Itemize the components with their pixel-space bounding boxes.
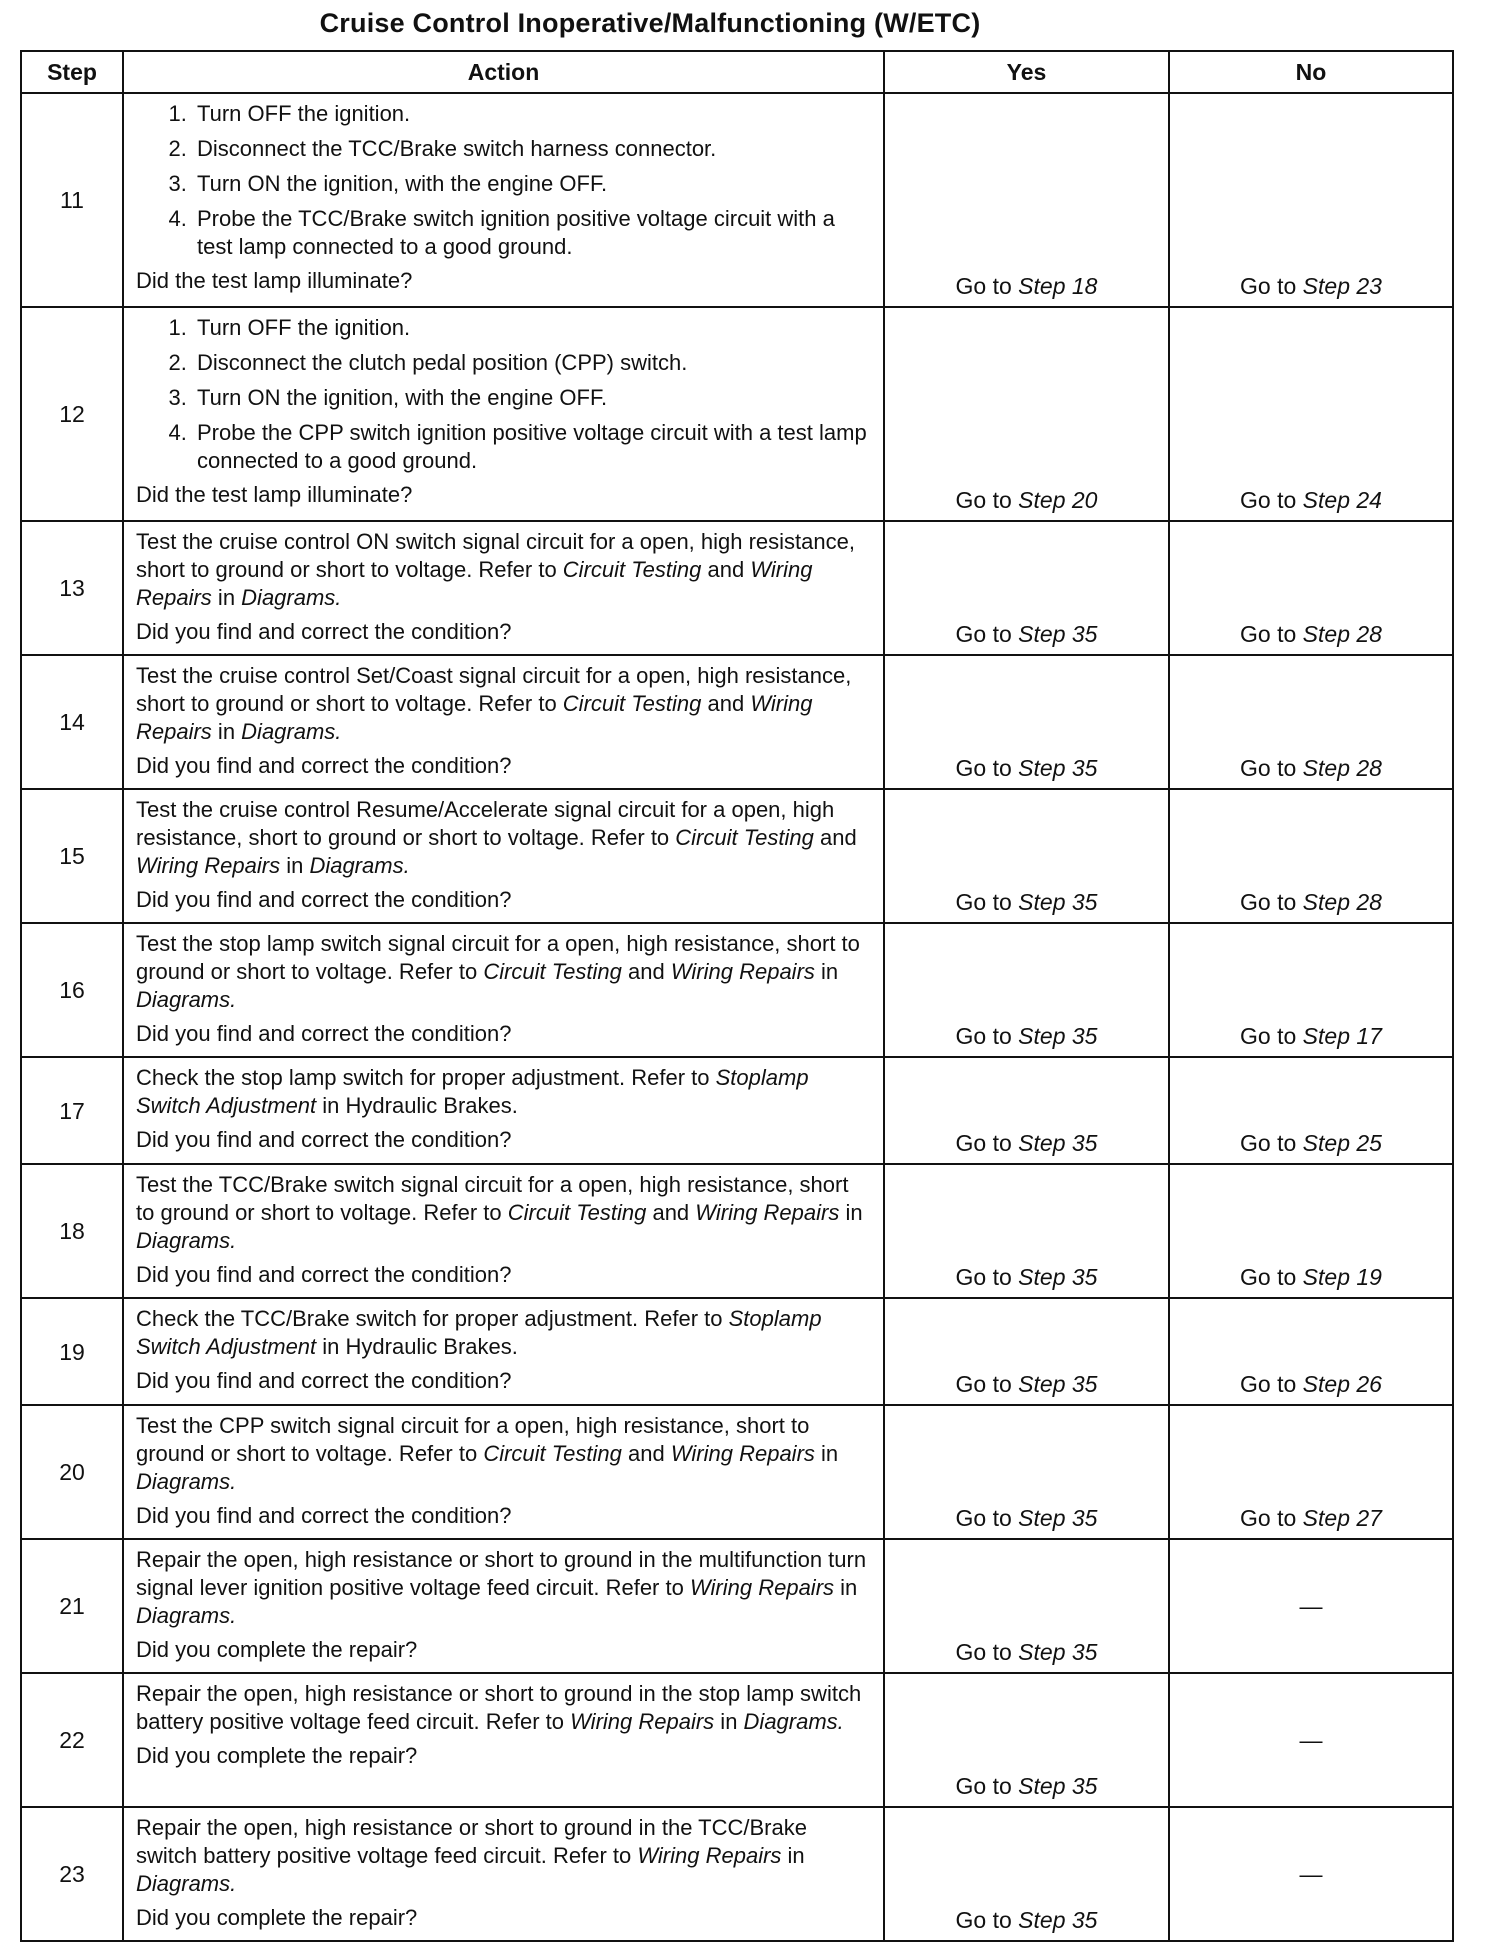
action-question: Did you find and correct the condition?: [136, 1368, 512, 1393]
yes-cell: [884, 1539, 1169, 1673]
reference-link-text: Circuit Testing: [507, 1200, 647, 1225]
no-cell: [1169, 307, 1453, 521]
yes-goto-prefix: Go to: [955, 755, 1019, 781]
yes-goto-step: Step 35: [1018, 755, 1098, 781]
reference-link-text: Wiring Repairs: [637, 1843, 782, 1868]
action-text: Test the stop lamp switch signal circuit for a open, high resistance, short to ground or short to voltage. Refer to: [136, 931, 860, 984]
yes-goto-prefix: Go to: [955, 621, 1019, 647]
table-row: [21, 1539, 1453, 1673]
action-cell: [123, 923, 884, 1057]
table-row: [21, 655, 1453, 789]
action-text: and: [646, 1200, 696, 1225]
no-cell: [1169, 1298, 1453, 1405]
no-goto-step: Step 24: [1302, 487, 1382, 513]
reference-link-text: Diagrams.: [136, 1871, 237, 1896]
reference-link-text: Diagrams.: [241, 719, 342, 744]
yes-goto-step: Step 35: [1018, 621, 1098, 647]
yes-goto-prefix: Go to: [955, 1264, 1019, 1290]
yes-goto-step: Step 35: [1018, 889, 1098, 915]
table-row: [21, 1673, 1453, 1807]
action-question: Did you find and correct the condition?: [136, 887, 512, 912]
no-goto-step: Step 25: [1302, 1130, 1382, 1156]
yes-cell: [884, 93, 1169, 307]
diagnostic-table: [20, 50, 1454, 1942]
yes-goto-prefix: Go to: [955, 1371, 1019, 1397]
action-cell: [123, 1405, 884, 1539]
reference-link-text: Diagrams.: [136, 1603, 237, 1628]
no-cell: [1169, 1405, 1453, 1539]
yes-cell: [884, 1164, 1169, 1298]
action-description: [136, 662, 869, 746]
action-text: Repair the open, high resistance or short to ground in the stop lamp switch battery positive voltage feed circuit. Refer to: [136, 1681, 862, 1734]
yes-goto-prefix: Go to: [955, 1023, 1019, 1049]
step-number: 17: [21, 1057, 123, 1164]
no-cell: —: [1169, 1539, 1453, 1673]
action-step-item: 4. Probe the TCC/Brake switch ignition positive voltage circuit with a test lamp connected to a good ground.: [193, 205, 869, 261]
header-row: [21, 51, 1453, 93]
header-yes: Yes: [884, 51, 1169, 93]
no-goto-step: Step 19: [1302, 1264, 1382, 1290]
action-text: in: [781, 1843, 805, 1868]
no-goto-prefix: Go to: [1240, 1371, 1303, 1397]
yes-cell: [884, 1673, 1169, 1807]
no-goto-step: Step 17: [1302, 1023, 1382, 1049]
reference-link-text: Circuit Testing: [675, 825, 814, 850]
action-text: in: [814, 1441, 839, 1466]
action-text: in: [211, 719, 242, 744]
step-number: 23: [21, 1807, 123, 1941]
yes-goto-step: Step 35: [1018, 1371, 1098, 1397]
yes-goto-prefix: Go to: [955, 889, 1019, 915]
action-cell: [123, 1807, 884, 1941]
action-text: Test the CPP switch signal circuit for a open, high resistance, short to ground or short to voltage. Refer to: [136, 1413, 810, 1466]
action-cell: [123, 1673, 884, 1807]
yes-goto-prefix: Go to: [955, 1773, 1019, 1799]
action-cell: [123, 1057, 884, 1164]
table-row: [21, 1405, 1453, 1539]
action-step-item: 3. Turn ON the ignition, with the engine OFF.: [193, 384, 869, 412]
no-goto-prefix: Go to: [1240, 755, 1303, 781]
table-row: [21, 1298, 1453, 1405]
no-goto-step: Step 28: [1302, 755, 1382, 781]
reference-link-text: Wiring Repairs: [670, 1441, 815, 1466]
no-cell: [1169, 789, 1453, 923]
header-no: No: [1169, 51, 1453, 93]
yes-cell: [884, 1298, 1169, 1405]
table-row: [21, 1057, 1453, 1164]
action-description: [136, 1305, 869, 1361]
yes-goto-step: Step 20: [1018, 487, 1098, 513]
yes-cell: [884, 521, 1169, 655]
step-number: 20: [21, 1405, 123, 1539]
step-number: 18: [21, 1164, 123, 1298]
action-steps-list: [136, 100, 869, 261]
yes-goto-prefix: Go to: [955, 1505, 1019, 1531]
action-question: Did you find and correct the condition?: [136, 753, 512, 778]
action-question: Did the test lamp illuminate?: [136, 482, 413, 507]
action-cell: [123, 1164, 884, 1298]
action-question: Did you find and correct the condition?: [136, 1021, 512, 1046]
yes-goto-step: Step 18: [1018, 273, 1098, 299]
action-description: [136, 1412, 869, 1496]
action-cell: [123, 789, 884, 923]
action-text: and: [701, 557, 751, 582]
yes-cell: [884, 307, 1169, 521]
no-cell: [1169, 655, 1453, 789]
table-row: [21, 1164, 1453, 1298]
reference-link-text: Wiring Repairs: [695, 1200, 840, 1225]
table-row: [21, 789, 1453, 923]
no-cell: [1169, 521, 1453, 655]
no-goto-prefix: Go to: [1240, 273, 1303, 299]
reference-link-text: Wiring Repairs: [136, 557, 813, 610]
action-text: Repair the open, high resistance or short to ground in the multifunction turn signal lever ignition positive voltage feed circuit. Refer to: [136, 1547, 867, 1600]
no-goto-prefix: Go to: [1240, 1023, 1303, 1049]
action-description: [136, 1546, 869, 1630]
no-goto-prefix: Go to: [1240, 1130, 1303, 1156]
action-text: and: [813, 825, 857, 850]
step-number: 16: [21, 923, 123, 1057]
yes-cell: [884, 923, 1169, 1057]
action-description: [136, 1064, 869, 1120]
no-cell: [1169, 923, 1453, 1057]
yes-goto-step: Step 35: [1018, 1130, 1098, 1156]
action-description: [136, 930, 869, 1014]
action-question: Did you complete the repair?: [136, 1905, 418, 1930]
action-text: and: [621, 1441, 671, 1466]
action-text: in: [714, 1709, 744, 1734]
yes-cell: [884, 655, 1169, 789]
yes-cell: [884, 1807, 1169, 1941]
action-text: Test the cruise control Set/Coast signal circuit for a open, high resistance, short to ground or short to voltage. Refer to: [136, 663, 852, 716]
action-question: Did you complete the repair?: [136, 1637, 418, 1662]
action-cell: [123, 1298, 884, 1405]
action-step-item: 1. Turn OFF the ignition.: [193, 314, 869, 342]
reference-link-text: Diagrams.: [136, 1228, 237, 1253]
action-text: in: [211, 585, 242, 610]
no-cell: [1169, 1057, 1453, 1164]
action-cell: [123, 1539, 884, 1673]
action-text: Test the cruise control ON switch signal circuit for a open, high resistance, short to ground or short to voltage. Refer to: [136, 529, 855, 582]
reference-link-text: Diagrams.: [309, 853, 410, 878]
action-question: Did you complete the repair?: [136, 1743, 418, 1768]
table-row: [21, 923, 1453, 1057]
reference-link-text: Diagrams.: [743, 1709, 844, 1734]
action-description: [136, 796, 869, 880]
table-row: [21, 93, 1453, 307]
yes-goto-step: Step 35: [1018, 1023, 1098, 1049]
action-text: and: [701, 691, 751, 716]
action-text: in Hydraulic Brakes.: [316, 1093, 518, 1118]
action-question: Did the test lamp illuminate?: [136, 268, 413, 293]
action-step-item: 2. Disconnect the TCC/Brake switch harness connector.: [193, 135, 869, 163]
action-step-item: 4. Probe the CPP switch ignition positive voltage circuit with a test lamp connected to a good ground.: [193, 419, 869, 475]
action-text: Check the TCC/Brake switch for proper adjustment. Refer to: [136, 1306, 729, 1331]
yes-goto-step: Step 35: [1018, 1505, 1098, 1531]
yes-cell: [884, 1057, 1169, 1164]
reference-link-text: Circuit Testing: [483, 1441, 622, 1466]
action-question: Did you find and correct the condition?: [136, 1503, 512, 1528]
yes-goto-step: Step 35: [1018, 1907, 1098, 1933]
yes-cell: [884, 789, 1169, 923]
step-number: 21: [21, 1539, 123, 1673]
action-description: [136, 528, 869, 612]
yes-goto-step: Step 35: [1018, 1264, 1098, 1290]
yes-goto-prefix: Go to: [955, 273, 1019, 299]
no-goto-step: Step 26: [1302, 1371, 1382, 1397]
yes-goto-step: Step 35: [1018, 1639, 1098, 1665]
action-description: [136, 1171, 869, 1255]
no-cell: [1169, 1164, 1453, 1298]
action-question: Did you find and correct the condition?: [136, 1127, 512, 1152]
yes-goto-prefix: Go to: [955, 487, 1019, 513]
yes-goto-prefix: Go to: [955, 1639, 1019, 1665]
action-description: [136, 1814, 869, 1898]
yes-goto-step: Step 35: [1018, 1773, 1098, 1799]
table-row: [21, 307, 1453, 521]
no-goto-prefix: Go to: [1240, 1505, 1303, 1531]
no-goto-prefix: Go to: [1240, 487, 1303, 513]
no-goto-step: Step 27: [1302, 1505, 1382, 1531]
table-row: [21, 1807, 1453, 1941]
no-goto-prefix: Go to: [1240, 621, 1303, 647]
action-question: Did you find and correct the condition?: [136, 1262, 512, 1287]
no-goto-step: Step 23: [1302, 273, 1382, 299]
action-cell: [123, 655, 884, 789]
no-goto-step: Step 28: [1302, 889, 1382, 915]
action-cell: [123, 93, 884, 307]
action-text: and: [621, 959, 671, 984]
reference-link-text: Wiring Repairs: [670, 959, 815, 984]
action-text: in: [834, 1575, 858, 1600]
action-step-item: 3. Turn ON the ignition, with the engine OFF.: [193, 170, 869, 198]
action-steps-list: [136, 314, 869, 475]
no-cell: —: [1169, 1673, 1453, 1807]
step-number: 13: [21, 521, 123, 655]
action-cell: [123, 521, 884, 655]
action-text: in: [280, 853, 310, 878]
header-action: Action: [123, 51, 884, 93]
action-question: Did you find and correct the condition?: [136, 619, 512, 644]
action-text: Test the TCC/Brake switch signal circuit for a open, high resistance, short to ground or short to voltage. Refer to: [136, 1172, 849, 1225]
reference-link-text: Stoplamp Switch Adjustment: [136, 1306, 822, 1359]
reference-link-text: Wiring Repairs: [136, 853, 281, 878]
yes-cell: [884, 1405, 1169, 1539]
no-goto-step: Step 28: [1302, 621, 1382, 647]
step-number: 12: [21, 307, 123, 521]
action-cell: [123, 307, 884, 521]
table-row: [21, 521, 1453, 655]
step-number: 19: [21, 1298, 123, 1405]
reference-link-text: Diagrams.: [241, 585, 342, 610]
action-step-item: 2. Disconnect the clutch pedal position (CPP) switch.: [193, 349, 869, 377]
yes-goto-prefix: Go to: [955, 1907, 1019, 1933]
reference-link-text: Diagrams.: [136, 987, 237, 1012]
action-text: Check the stop lamp switch for proper adjustment. Refer to: [136, 1065, 716, 1090]
no-goto-prefix: Go to: [1240, 1264, 1303, 1290]
action-text: in: [814, 959, 839, 984]
no-goto-prefix: Go to: [1240, 889, 1303, 915]
reference-link-text: Circuit Testing: [562, 691, 702, 716]
step-number: 14: [21, 655, 123, 789]
action-text: Test the cruise control Resume/Accelerate signal circuit for a open, high resistance, short to ground or short to voltage. Refer to: [136, 797, 835, 850]
reference-link-text: Wiring Repairs: [689, 1575, 835, 1600]
no-cell: —: [1169, 1807, 1453, 1941]
action-step-item: 1. Turn OFF the ignition.: [193, 100, 869, 128]
reference-link-text: Wiring Repairs: [136, 691, 813, 744]
no-cell: [1169, 93, 1453, 307]
header-step: Step: [21, 51, 123, 93]
action-text: in Hydraulic Brakes.: [316, 1334, 518, 1359]
step-number: 22: [21, 1673, 123, 1807]
reference-link-text: Circuit Testing: [483, 959, 622, 984]
step-number: 11: [21, 93, 123, 307]
action-description: [136, 1680, 869, 1736]
reference-link-text: Wiring Repairs: [570, 1709, 715, 1734]
page-title: Cruise Control Inoperative/Malfunctioning (W/ETC): [319, 8, 981, 38]
action-text: in: [839, 1200, 863, 1225]
action-text: Repair the open, high resistance or short to ground in the TCC/Brake switch battery positive voltage feed circuit. Refer to: [136, 1815, 807, 1868]
reference-link-text: Diagrams.: [136, 1469, 237, 1494]
yes-goto-prefix: Go to: [955, 1130, 1019, 1156]
reference-link-text: Circuit Testing: [562, 557, 702, 582]
reference-link-text: Stoplamp Switch Adjustment: [136, 1065, 809, 1118]
step-number: 15: [21, 789, 123, 923]
